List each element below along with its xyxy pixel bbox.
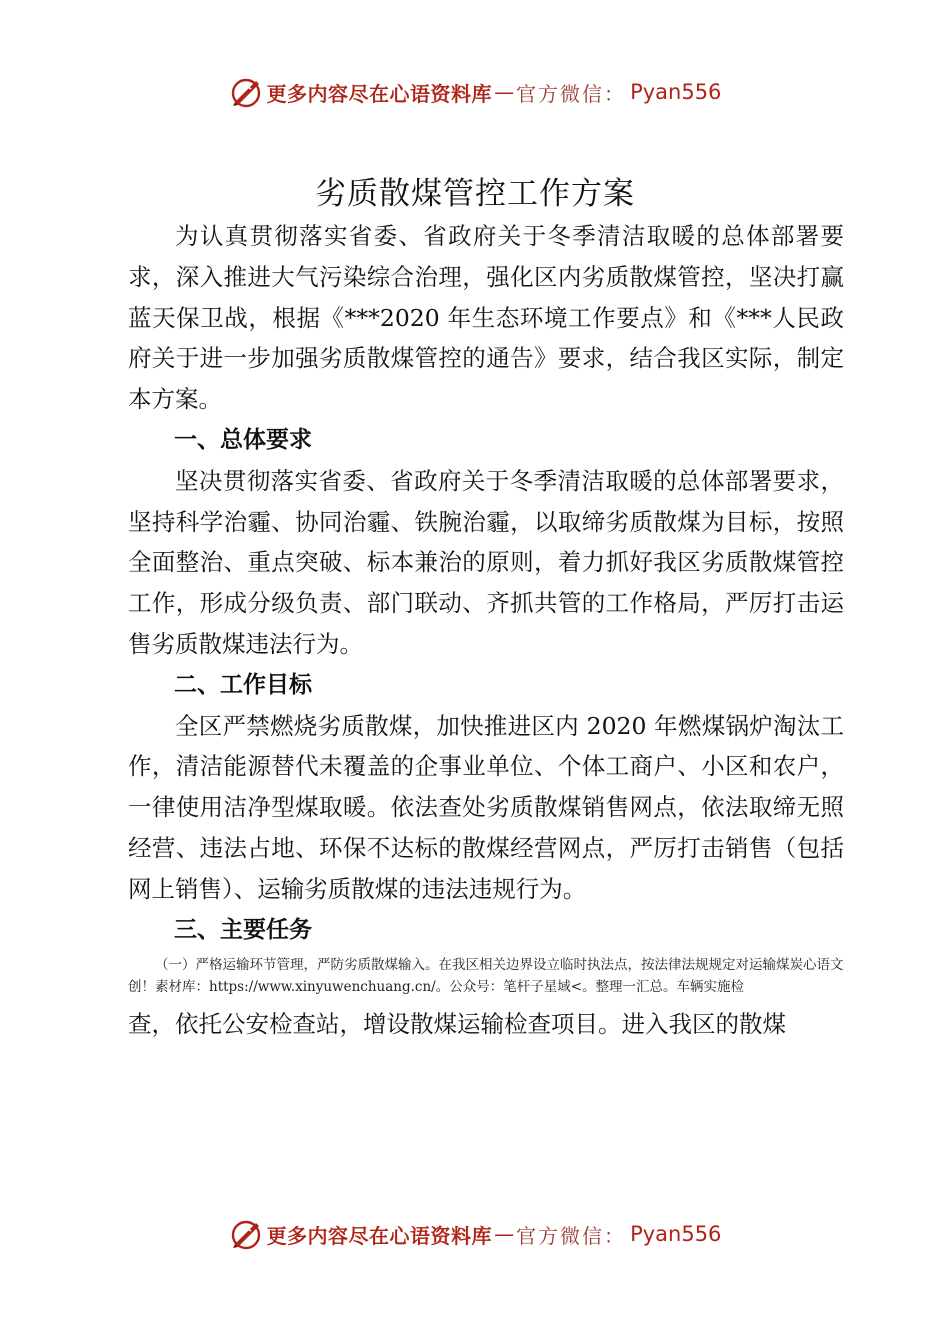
section-heading-3: 三、主要任务 [174, 916, 312, 943]
header-watermark-banner [0, 70, 950, 114]
banner-wechat-label: 官方微信： [516, 1223, 627, 1248]
section-heading-1: 一、总体要求 [174, 426, 312, 453]
section-1-paragraph: 坚决贯彻落实省委、省政府关于冬季清洁取暖的总体部署要求，坚持科学治霾、协同治霾、铁腕治霾，以取缔劣质散煤为目标，按照全面整治、重点突破、标本兼治的原则，着力抓好我区劣质散煤管控工作，形成分级负责、部门联动、齐抓共管的工作格局，严厉打击运售劣质散煤违法行为。 [128, 466, 844, 658]
footer-watermark-banner [0, 1212, 950, 1256]
banner-main-text: 更多内容尽在心语资料库 [266, 81, 493, 106]
continuation-paragraph: 查，依托公安检查站，增设散煤运输检查项目。进入我区的散煤 [128, 1010, 786, 1039]
pen-circle-logo-icon [229, 1217, 263, 1251]
section-heading-2: 二、工作目标 [174, 671, 312, 698]
pen-circle-logo-icon [229, 75, 263, 109]
banner-wechat-id: Pyan556 [630, 80, 722, 104]
banner-separator: — [494, 1222, 515, 1246]
document-title: 劣质散煤管控工作方案 [315, 176, 635, 212]
banner-main-text: 更多内容尽在心语资料库 [266, 1223, 493, 1248]
document-body [128, 216, 844, 1045]
banner-wechat-label: 官方微信： [516, 81, 627, 106]
section-2-paragraph: 全区严禁燃烧劣质散煤，加快推进区内 2020 年燃煤锅炉淘汰工作，清洁能源替代未覆盖的企事业单位、个体工商户、小区和农户，一律使用洁净型煤取暖。依法查处劣质散煤销售网点，依法取缔无照经营、违法占地、环保不达标的散煤经营网点，严厉打击销售（包括网上销售）、运输劣质散煤的违法违规行为。 [128, 711, 844, 903]
banner-wechat-id: Pyan556 [630, 1222, 722, 1246]
intro-paragraph: 为认真贯彻落实省委、省政府关于冬季清洁取暖的总体部署要求，深入推进大气污染综合治理，强化区内劣质散煤管控，坚决打赢蓝天保卫战，根据《***2020 年生态环境工作要点》和《***人民政府关于进一步加强劣质散煤管控的通告》要求，结合我区实际，制定本方案。 [128, 222, 844, 414]
banner-separator: — [494, 80, 515, 104]
small-note-paragraph: （一）严格运输环节管理，严防劣质散煤输入。在我区相关边界设立临时执法点，按法律法规规定对运输煤炭心语文创！素材库：https://www.xinyuwenchuang.cn/。公众号：笔杆子星域<。整理一汇总。车辆实施检 [128, 957, 844, 996]
